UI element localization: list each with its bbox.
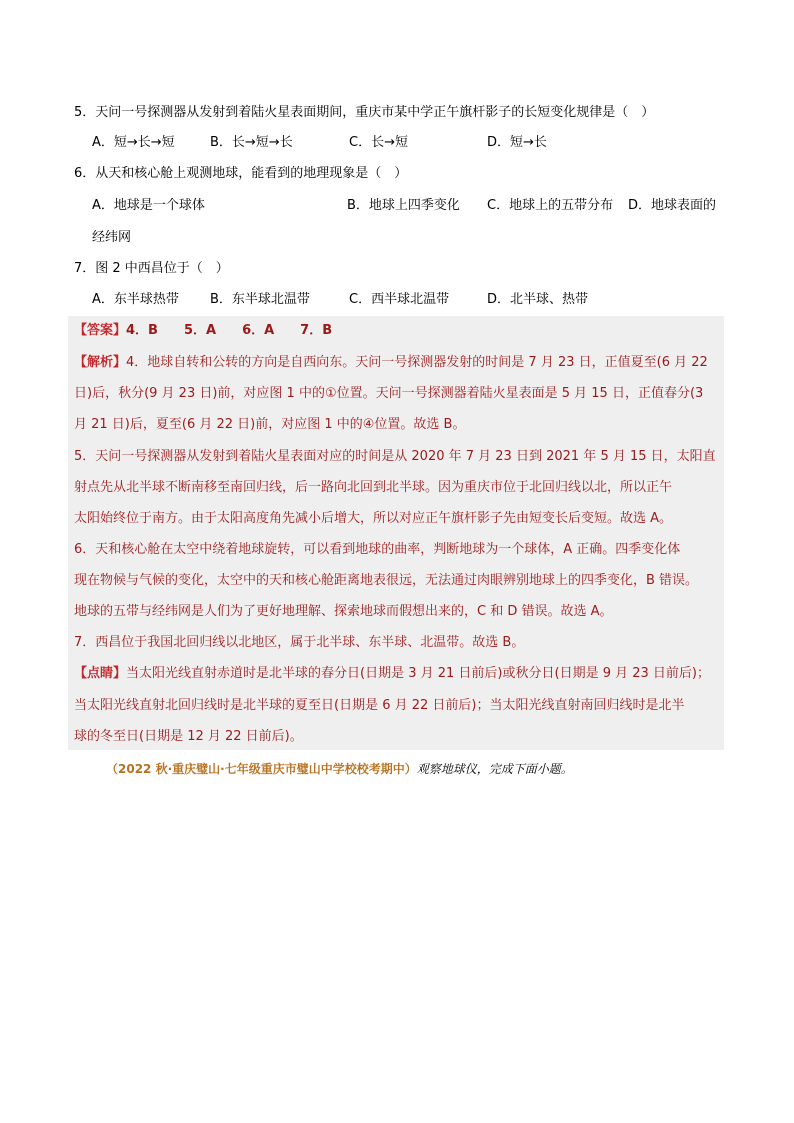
question-6-option-d-wrap: 经纬网: [92, 230, 132, 245]
question-6-option-a: A．地球是一个球体: [92, 198, 205, 213]
source-line: [106, 761, 573, 777]
analysis-line: [74, 354, 708, 372]
question-7-option-b: B．东半球北温带: [210, 292, 310, 307]
question-5-option-d: D．短→长: [487, 135, 547, 150]
answer-line: [74, 322, 332, 340]
tip-tag: 【点睛】: [74, 666, 127, 681]
question-7-option-a: A．东半球热带: [92, 292, 179, 307]
question-6-option-d: D．地球表面的: [628, 198, 717, 213]
analysis-line: 太阳始终位于南方。由于太阳高度角先减小后增大，所以对应正午旗杆影子先由短变长后变短。故选 A。: [74, 511, 673, 526]
analysis-line: 地球的五带与经纬网是人们为了更好地理解、探索地球而假想出来的，C 和 D 错误。故选 A。: [74, 604, 613, 619]
source-instruction: 观察地球仪，完成下面小题。: [416, 762, 573, 776]
tip-text: 当太阳光线直射赤道时是北半球的春分日(日期是 3 月 21 日前后)或秋分日(日期是 9 月 23 日前后)；: [126, 666, 710, 681]
answer-text: 4．B 5．A 6．A 7．B: [126, 323, 333, 338]
analysis-line: 6．天和核心舱在太空中绕着地球旋转，可以看到地球的曲率，判断地球为一个球体，A 正确。四季变化体: [74, 542, 681, 557]
analysis-line: 月 21 日)后，夏至(6 月 22 日)前，对应图 1 中的④位置。故选 B。: [74, 417, 466, 432]
question-7-option-d: D．北半球、热带: [487, 292, 589, 307]
question-6-stem: 6．从天和核心舱上观测地球，能看到的地理现象是（ ）: [74, 166, 408, 181]
question-6-option-c: C．地球上的五带分布: [487, 198, 614, 213]
analysis-line: 现在物候与气候的变化，太空中的天和核心舱距离地表很远，无法通过肉眼辨别地球上的四季变化，B 错误。: [74, 573, 699, 588]
answer-tag: 【答案】: [74, 323, 127, 338]
tip-line: 当太阳光线直射北回归线时是北半球的夏至日(日期是 6 月 22 日前后)；当太阳光线直射南回归线时是北半: [74, 698, 685, 713]
tip-line: 球的冬至日(日期是 12 月 22 日前后)。: [74, 729, 303, 744]
analysis-line: 日)后，秋分(9 月 23 日)前，对应图 1 中的①位置。天问一号探测器着陆火星表面是 5 月 15 日，正值春分(3: [74, 386, 704, 401]
analysis-text: 4．地球自转和公转的方向是自西向东。天问一号探测器发射的时间是 7 月 23 日，正值夏至(6 月 22: [126, 355, 708, 370]
question-6-option-b: B．地球上四季变化: [347, 198, 460, 213]
analysis-line: 7．西昌位于我国北回归线以北地区，属于北半球、东半球、北温带。故选 B。: [74, 635, 525, 650]
tip-line: [74, 665, 710, 683]
question-5-option-b: B．长→短→长: [210, 135, 293, 150]
analysis-line: 5．天问一号探测器从发射到着陆火星表面对应的时间是从 2020 年 7 月 23 日到 2021 年 5 月 15 日，太阳直: [74, 449, 716, 464]
question-7-option-c: C．西半球北温带: [349, 292, 450, 307]
question-5-option-c: C．长→短: [349, 135, 408, 150]
question-5-option-a: A．短→长→短: [92, 135, 175, 150]
analysis-tag: 【解析】: [74, 355, 127, 370]
question-5-stem: 5．天问一号探测器从发射到着陆火星表面期间，重庆市某中学正午旗杆影子的长短变化规律是（ ）: [74, 105, 655, 120]
analysis-line: 射点先从北半球不断南移至南回归线，后一路向北回到北半球。因为重庆市位于北回归线以北，所以正午: [74, 480, 673, 495]
source-label: （2022 秋·重庆璧山·七年级重庆市璧山中学校校考期中）: [106, 762, 417, 776]
answer-panel: [68, 316, 724, 750]
question-7-stem: 7．图 2 中西昌位于（ ）: [74, 261, 229, 276]
